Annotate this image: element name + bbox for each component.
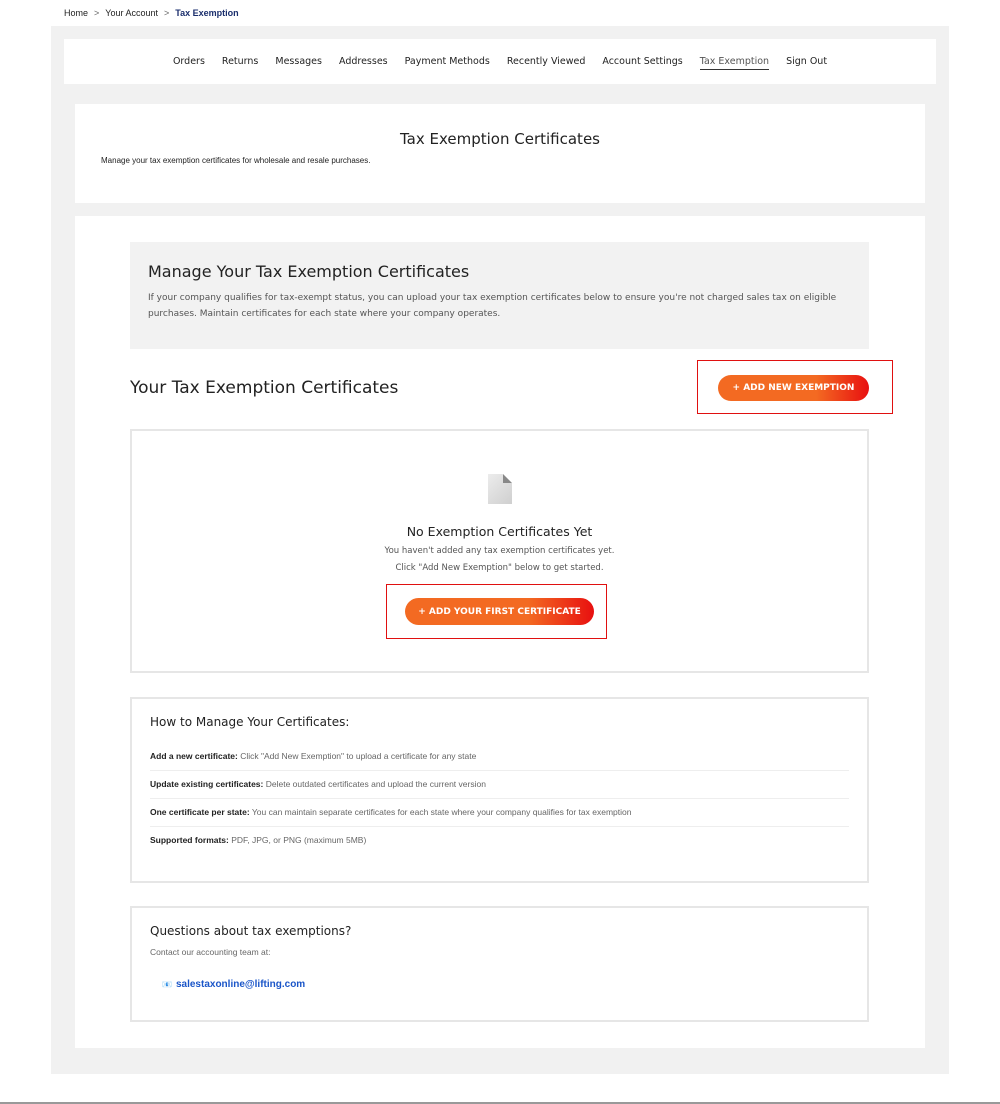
account-nav xyxy=(64,39,936,84)
questions-card xyxy=(130,906,869,1022)
breadcrumb-sep: > xyxy=(164,8,170,18)
page-title: Tax Exemption Certificates xyxy=(399,130,600,148)
item-label: Update existing certificates: xyxy=(150,779,264,789)
empty-line2: Click "Add New Exemption" below to get started. xyxy=(395,563,604,573)
nav-tax-exemption[interactable]: Tax Exemption xyxy=(700,54,769,70)
questions-title: Questions about tax exemptions? xyxy=(150,924,352,938)
list-item xyxy=(150,771,849,799)
empty-state-card xyxy=(130,429,869,673)
add-first-certificate-button[interactable]: + ADD YOUR FIRST CERTIFICATE xyxy=(405,598,594,625)
breadcrumb-current: Tax Exemption xyxy=(175,8,239,18)
nav-addresses[interactable]: Addresses xyxy=(338,56,388,67)
item-label: Supported formats: xyxy=(150,835,229,845)
how-to-card xyxy=(130,697,869,883)
questions-text: Contact our accounting team at: xyxy=(150,947,271,957)
breadcrumb-account[interactable]: Your Account xyxy=(105,8,158,18)
item-label: One certificate per state: xyxy=(150,807,250,817)
list-item xyxy=(150,743,849,771)
nav-sign-out[interactable]: Sign Out xyxy=(786,56,828,67)
nav-messages[interactable]: Messages xyxy=(275,56,322,67)
nav-recently-viewed[interactable]: Recently Viewed xyxy=(506,56,586,67)
document-icon xyxy=(488,474,512,504)
list-item xyxy=(150,827,849,854)
nav-orders[interactable]: Orders xyxy=(172,56,205,67)
list-item xyxy=(150,799,849,827)
item-text: PDF, JPG, or PNG (maximum 5MB) xyxy=(228,835,367,845)
main-content xyxy=(75,216,925,1048)
certificates-heading: Your Tax Exemption Certificates xyxy=(130,378,399,398)
item-text: Delete outdated certificates and upload the current version xyxy=(263,779,486,789)
nav-returns[interactable]: Returns xyxy=(221,56,259,67)
breadcrumb-home[interactable]: Home xyxy=(64,8,89,18)
page-header xyxy=(75,104,925,203)
page-subtitle: Manage your tax exemption certificates for wholesale and resale purchases. xyxy=(101,156,371,165)
empty-title: No Exemption Certificates Yet xyxy=(406,524,593,539)
intro-text: If your company qualifies for tax-exempt status, you can upload your tax exemption certificates below to ensure you're not charged sales tax on eligible purchases. Maintain certificates for each state where your company operates. xyxy=(148,293,837,319)
breadcrumb-sep: > xyxy=(94,8,100,18)
email-icon: 📧 xyxy=(162,980,172,989)
item-label: Add a new certificate: xyxy=(150,751,238,761)
intro-box xyxy=(130,242,869,349)
item-text: Click "Add New Exemption" to upload a certificate for any state xyxy=(237,751,477,761)
add-new-exemption-button[interactable]: + ADD NEW EXEMPTION xyxy=(718,375,869,401)
nav-account-settings[interactable]: Account Settings xyxy=(602,56,683,67)
email-text[interactable]: salestaxonline@lifting.com xyxy=(175,979,306,990)
breadcrumb xyxy=(64,8,239,18)
intro-title: Manage Your Tax Exemption Certificates xyxy=(148,262,470,281)
email-link[interactable] xyxy=(162,979,849,990)
nav-payment-methods[interactable]: Payment Methods xyxy=(404,56,490,67)
empty-line1: You haven't added any tax exemption certificates yet. xyxy=(384,546,615,556)
how-title: How to Manage Your Certificates: xyxy=(150,715,350,729)
item-text: You can maintain separate certificates for each state where your company qualifies for tax exemption xyxy=(249,807,632,817)
account-panel xyxy=(51,26,949,1074)
